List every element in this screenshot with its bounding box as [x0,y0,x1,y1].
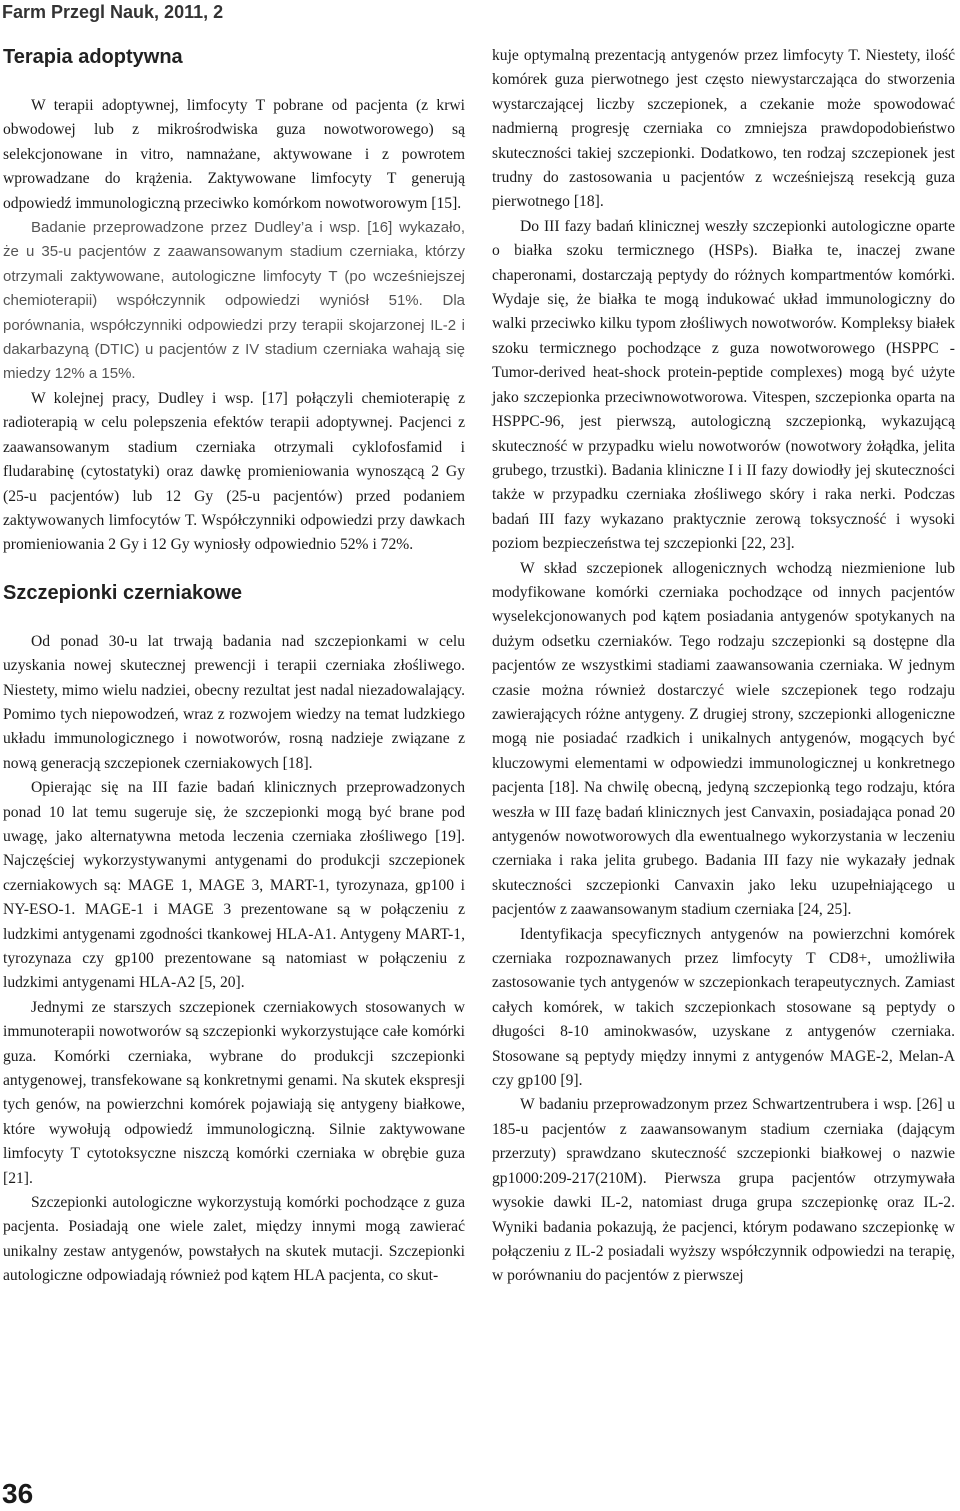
left-column [3,44,465,1289]
right-column [492,44,955,1289]
paragraph: Szczepionki autologiczne wykorzystują komórki pochodzące z guza pacjenta. Posiadają one wiele zalet, między innymi mogą zawierać unikalny zestaw antygenów, powstałych na skutek mutacji. Szczepionki autologiczne odpowiadają również pod kątem HLA pacjenta, co skut- [3,1194,465,1285]
paragraph: W skład szczepionek allogenicznych wchodzą niezmienione lub modyfikowane komórki czerniaka pochodzące od innych pacjentów wyselekcjonowanych pod kątem posiadania antygenów spotykanych na dużym odsetku czerniaków. Tego rodzaju szczepionki są dostępne dla pacjentów ze wszystkimi stadiami zaawansowania czerniaka. W jednym czasie można również dostarczyć wiele szczepionek tego rodzaju zawierających różne antygeny. Z drugiej strony, szczepionki allogeniczne mogą nie posiadać rzadkich i unikalnych antygenów, mogących być kluczowymi elementami w odpowiedzi immunologicznej u konkretnego pacjenta [18]. Na chwilę obecną, jedyną szczepionką tego rodzaju, która weszła w III fazę badań klinicznych jest Canvaxin, posiadająca ponad 20 antygenów nowotworowych dla ewentualnego wykorzystania w leczeniu czerniaka i raka jelita grubego. Badania III fazy nie wykazały jednak skuteczności szczepionki Canvaxin jako leku uzupełniającego u pacjentów z zaawansowanym stadium czerniaka [24, 25]. [492,559,955,919]
paragraph: Identyfikacja specyficznych antygenów na powierzchni komórek czerniaka rozpoznawanych przez limfocyty T CD8+, umożliwiła zastosowanie tych antygenów w szczepionkach terapeutycznych. Zamiast całych komórek, w takich szczepionkach stosowane są peptydy o długości 8-10 aminokwasów, uzyskane z antygenów czerniaka. Stosowane są peptydy między innymi z antygenów MAGE-2, Melan-A czy gp100 [9]. [492,925,955,1090]
paragraph: Jednymi ze starszych szczepionek czerniakowych stosowanych w immunoterapii nowotworów są szczepionki wykorzystujące całe komórki guza. Komórki czerniaka, wybrane do produkcji szczepionki antygenowej, transfekowane są konkretnymi genami. Na skutek ekspresji tych genów, na powierzchni komórek pojawiają się antygeny białkowe, które wywołują odpowiedź immunologiczną. Silnie zaktywowane limfocyty T cytotoksyczne niszczą komórki czerniaka w obrębie guza [21]. [3,998,465,1187]
section-title-adoptive-therapy: Terapia adoptywna [3,46,183,68]
paragraph: Od ponad 30-u lat trwają badania nad szczepionkami w celu uzyskania nowej skutecznej prewencji i terapii czerniaka złośliwego. Niestety, mimo wielu nadziei, obecny rezultat jest nadal niezadowalający. Pomimo tych niepowodzeń, wraz z rozwojem wiedzy na temat ludzkiego układu immunologicznego i nowotworów, rosną nadzieje związane z nową generacją szczepionek czerniakowych [18]. [3,632,465,772]
paragraph: W badaniu przeprowadzonym przez Schwartzentrubera i wsp. [26] u 185-u pacjentów z zaawansowanym stadium czerniaka (dającym przerzuty) sprawdzano skuteczność szczepionki białkowej o nazwie gp1000:209-217(210M). Pierwsza grupa pacjentów otrzymywała wysokie dawki IL-2, natomiast druga grupa szczepionkę oraz IL-2. Wyniki badania pokazują, że pacjenci, którym podawano szczepionkę w połączeniu z IL-2 posiadali wyższy współczynnik odpowiedzi na terapię, w porównaniu do pacjentów z pierwszej [492,1096,955,1285]
paragraph: Badanie przeprowadzone przez Dudley’a i wsp. [16] wykazało, że u 35-u pacjentów z zaawansowanym stadium czerniaka, którzy otrzymali zaktywowane, autologiczne limfocyty T (po wcześniejszej chemioterapii) współczynnik odpowiedzi wyniósł 51%. Dla porównania, współczynniki odpowiedzi przy terapii skojarzonej IL-2 i dakarbazyną (DTIC) u pacjentów z IV stadium czerniaka wahają się miedzy 12% a 15%. [3,219,465,383]
paragraph: Opierając się na III fazie badań klinicznych przeprowadzonych ponad 10 lat temu sugeruje się, że szczepionki mogą być brane pod uwagę, jako alternatywna metoda leczenia czerniaka złośliwego [19]. Najczęściej wykorzystywanymi antygenami do produkcji szczepionek czerniakowych są: MAGE 1, MAGE 3, MART-1, tyrozynaza, gp100 i NY-ESO-1. MAGE-1 i MAGE 3 prezentowane są w połączeniu z ludzkimi antygenami zgodności tkankowej HLA-A1. Antygeny MART-1, tyrozynaza czy gp100 prezentowane są natomiast w połączeniu z ludzkimi antygenami HLA-A2 [5, 20]. [3,779,465,992]
page-number: 36 [2,1478,34,1509]
paragraph: W terapii adoptywnej, limfocyty T pobrane od pacjenta (z krwi obwodowej lub z mikrośrodwiska guza nowotworowego) są selekcjonowane in vitro, namnażane, aktywowane i z powrotem wprowadzane do krążenia. Zaktywowane limfocyty T generują odpowiedź immunologiczną przeciwko komórkom nowotworowym [15]. [3,97,465,212]
paragraph: W kolejnej pracy, Dudley i wsp. [17] połączyli chemioterapię z radioterapią w celu polepszenia efektów terapii adoptywnej. Pacjenci z zaawansowanym stadium czerniaka otrzymali cyklofosfamid i fludarabinę (cytostatyki) oraz dawkę promieniowania wynoszącą 2 Gy (25-u pacjentów) lub 12 Gy (25-u pacjentów) przed podaniem zaktywowanych limfocytów T. Współczynniki odpowiedzi przy dawkach promieniowania 2 Gy i 12 Gy wyniosły odpowiednio 52% i 72%. [3,389,465,554]
section-title-melanoma-vaccines: Szczepionki czerniakowe [3,581,242,604]
running-head: Farm Przegl Nauk, 2011, 2 [2,2,224,22]
paragraph: Do III fazy badań klinicznej weszły szczepionki autologiczne oparte o białka szoku termicznego (HSPs). Białka te, inaczej zwane chaperonami, dostarczają peptydy do różnych kompartmentów komórki. Wydaje się, że białka te mogą indukować układ immunologiczny do walki przeciwko kilku typom złośliwych nowotworów. Kompleksy białek szoku termicznego pochodzące z guza nowotworowego (HSPPC - Tumor-derived heat-shock protein-peptide complexes) mogą być użyte jako szczepionka przeciwnowotworowa. Vitespen, szczepionka oparta na HSPPC-96, jest pierwszą, autologiczną szczepionką, wykazującą skuteczność w przypadku wielu nowotworów (nowotwory żołądka, jelita grubego, trzustki). Badania kliniczne I i II fazy dowiodły jej skuteczności także w przypadku czerniaka złośliwego skóry i raka nerki. Podczas badań III fazy wykazano praktycznie zerową toksyczność i wysoki poziom bezpieczeństwa tej szczepionki [22, 23]. [492,217,955,553]
paragraph: kuje optymalną prezentacją antygenów przez limfocyty T. Niestety, ilość komórek guza pierwotnego jest często niewystarczająca do stworzenia wystarczającej liczby szczepionek, a czekanie może spowodować nadmierną progresję czerniaka co zmniejsza prawdopodobieństwo skuteczności takiej szczepionki. Dodatkowo, ten rodzaj szczepionek jest trudny do zastosowania u pacjentów z wcześniejszą resekcją guza pierwotnego [18]. [492,47,955,211]
